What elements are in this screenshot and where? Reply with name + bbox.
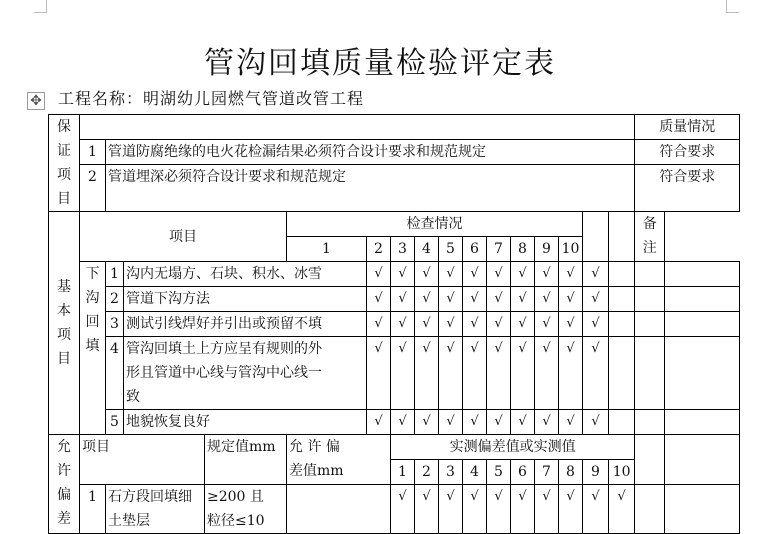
remark-cell: [665, 262, 740, 287]
table-move-handle-icon[interactable]: ✥: [27, 92, 45, 110]
check-mark: √: [511, 485, 535, 534]
check-mark: √: [559, 287, 583, 312]
check-mark: √: [463, 262, 487, 287]
check-mark: √: [535, 287, 559, 312]
check-mark: √: [583, 262, 609, 287]
check-mark: √: [511, 410, 535, 435]
check-mark: √: [535, 262, 559, 287]
check-mark: √: [439, 262, 463, 287]
basic-item-row: [49, 287, 740, 312]
measured-column-number: 9: [583, 460, 609, 485]
check-mark: √: [559, 410, 583, 435]
check-mark: √: [391, 410, 415, 435]
page-corner-mark: [726, 0, 739, 13]
check-mark: √: [487, 287, 511, 312]
check-mark: √: [415, 287, 439, 312]
check-mark: √: [415, 337, 439, 410]
blank-cell: [609, 337, 635, 410]
measured-value-header: 实测偏差值或实测值: [391, 435, 635, 460]
basic-section-label: 基 本 项 目: [49, 212, 80, 435]
tolerance-section-label: 允 许 偏 差: [49, 435, 80, 534]
measured-column-number: 7: [535, 460, 559, 485]
spec-value: ≥200 且 粒径≤10: [205, 485, 287, 534]
check-mark: √: [391, 262, 415, 287]
quality-status: 符合要求: [635, 140, 740, 165]
check-mark: √: [487, 410, 511, 435]
check-mark: √: [583, 337, 609, 410]
tolerance-item-text: 石方段回填细 土垫层: [106, 485, 205, 534]
measured-column-number: 6: [511, 460, 535, 485]
check-mark: √: [583, 410, 609, 435]
basic-item-text: 地貌恢复良好: [124, 410, 367, 435]
check-mark: √: [583, 287, 609, 312]
check-mark: √: [367, 337, 391, 410]
blank-cell: [635, 410, 665, 435]
check-mark: √: [415, 410, 439, 435]
blank-cell: [609, 287, 635, 312]
check-mark: √: [487, 337, 511, 410]
basic-header-row: [49, 212, 740, 237]
backfill-group-label: 下 沟 回 填: [80, 262, 106, 435]
measured-column-number: 10: [609, 460, 635, 485]
guarantee-row: [49, 140, 740, 165]
check-mark: √: [367, 312, 391, 337]
check-mark: √: [391, 287, 415, 312]
blank-cell: [665, 435, 740, 485]
remark-cell: [665, 312, 740, 337]
blank-cell: [635, 337, 665, 410]
page-corner-mark: [34, 0, 47, 13]
check-column-number: 3: [391, 237, 415, 262]
measured-column-number: 2: [415, 460, 439, 485]
check-mark: √: [609, 485, 635, 534]
check-mark: √: [535, 337, 559, 410]
check-mark: √: [511, 287, 535, 312]
check-mark: √: [439, 337, 463, 410]
measured-column-number: 4: [463, 460, 487, 485]
blank-cell: [635, 287, 665, 312]
check-mark: √: [511, 337, 535, 410]
check-column-number: 7: [487, 237, 511, 262]
check-mark: √: [439, 485, 463, 534]
check-mark: √: [559, 262, 583, 287]
basic-item-row: [49, 312, 740, 337]
check-mark: √: [439, 312, 463, 337]
check-mark: √: [391, 337, 415, 410]
basic-item-text: 测试引线焊好并引出或预留不填: [124, 312, 367, 337]
check-column-number: 10: [559, 237, 583, 262]
check-mark: √: [415, 262, 439, 287]
tolerance-item-row: [49, 485, 740, 534]
basic-item-row: [49, 337, 740, 410]
check-mark: √: [535, 485, 559, 534]
item-number: 5: [106, 410, 124, 435]
project-name-line: [58, 86, 364, 109]
remark-cell: [665, 287, 740, 312]
check-mark: √: [583, 312, 609, 337]
check-column-number: 4: [415, 237, 439, 262]
blank-cell: [609, 262, 635, 287]
check-mark: √: [535, 312, 559, 337]
guarantee-section-label: 保 证 项 目: [49, 115, 80, 212]
spec-value-header: 规定值mm: [205, 435, 287, 485]
basic-item-text: 管道下沟方法: [124, 287, 367, 312]
check-mark: √: [415, 485, 439, 534]
blank-cell: [665, 485, 740, 534]
blank-cell: [609, 410, 635, 435]
basic-item-text: 管沟回填土上方应呈有规则的外 形且管道中心线与管沟中心线一 致: [124, 337, 367, 410]
check-mark: √: [559, 312, 583, 337]
measured-column-number: 5: [487, 460, 511, 485]
check-mark: √: [535, 410, 559, 435]
check-mark: √: [463, 410, 487, 435]
check-column-number: 1: [287, 237, 367, 262]
measured-column-number: 1: [391, 460, 415, 485]
remark-cell: [665, 337, 740, 410]
blank-cell: [635, 262, 665, 287]
item-number: 2: [80, 165, 106, 212]
tolerance-item-header: 项目: [80, 435, 205, 485]
blank-cell: [609, 212, 635, 262]
project-label: 工程名称：: [58, 89, 144, 108]
check-mark: √: [463, 485, 487, 534]
tolerance-header-row: [49, 435, 740, 460]
allowed-deviation-header: 允 许 偏 差值mm: [287, 435, 391, 485]
check-mark: √: [487, 262, 511, 287]
guarantee-row: [49, 165, 740, 187]
check-mark: √: [415, 312, 439, 337]
blank-cell: [583, 212, 609, 262]
basic-item-row: [49, 262, 740, 287]
check-mark: √: [367, 262, 391, 287]
guarantee-item-text: 管道埋深必须符合设计要求和规范规定: [106, 165, 635, 212]
check-mark: √: [559, 485, 583, 534]
check-mark: √: [463, 287, 487, 312]
item-number: 1: [80, 140, 106, 165]
quality-status-header: 质量情况: [635, 115, 740, 140]
check-mark: √: [487, 312, 511, 337]
guarantee-item-text: 管道防腐绝缘的电火花检漏结果必须符合设计要求和规范规定: [106, 140, 635, 165]
check-mark: √: [463, 337, 487, 410]
guarantee-header-blank: [80, 115, 635, 140]
item-number: 1: [80, 485, 106, 534]
check-mark: √: [391, 312, 415, 337]
inspection-table: [48, 114, 740, 534]
basic-item-header: 项目: [80, 212, 287, 262]
check-mark: √: [463, 312, 487, 337]
check-column-number: 5: [439, 237, 463, 262]
basic-item-row: [49, 410, 740, 435]
check-mark: √: [367, 287, 391, 312]
check-column-number: 6: [463, 237, 487, 262]
check-mark: √: [559, 337, 583, 410]
remark-header: 备注: [635, 212, 665, 262]
check-mark: √: [391, 485, 415, 534]
item-number: 2: [106, 287, 124, 312]
check-mark: √: [487, 485, 511, 534]
check-column-number: 8: [511, 237, 535, 262]
measured-column-number: 8: [559, 460, 583, 485]
quality-status: 符合要求: [635, 165, 740, 212]
remark-cell: [665, 410, 740, 435]
measured-column-number: 3: [439, 460, 463, 485]
check-mark: √: [583, 485, 609, 534]
check-column-number: 9: [535, 237, 559, 262]
blank-cell: [635, 435, 665, 485]
item-number: 3: [106, 312, 124, 337]
inspection-form: [48, 114, 720, 529]
check-mark: √: [511, 262, 535, 287]
check-mark: √: [439, 287, 463, 312]
check-mark: √: [511, 312, 535, 337]
allowed-deviation-value: [287, 485, 391, 534]
check-column-number: 2: [367, 237, 391, 262]
page-title: 管沟回填质量检验评定表: [204, 46, 556, 82]
blank-cell: [635, 485, 665, 534]
blank-cell: [635, 312, 665, 337]
guarantee-header-row: [49, 115, 740, 140]
check-mark: √: [367, 410, 391, 435]
blank-cell: [609, 312, 635, 337]
basic-item-text: 沟内无塌方、石块、积水、冰雪: [124, 262, 367, 287]
item-number: 1: [106, 262, 124, 287]
project-name: 明湖幼儿园燃气管道改管工程: [143, 89, 365, 108]
check-status-header: 检查情况: [287, 212, 583, 237]
item-number: 4: [106, 337, 124, 410]
check-mark: √: [439, 410, 463, 435]
